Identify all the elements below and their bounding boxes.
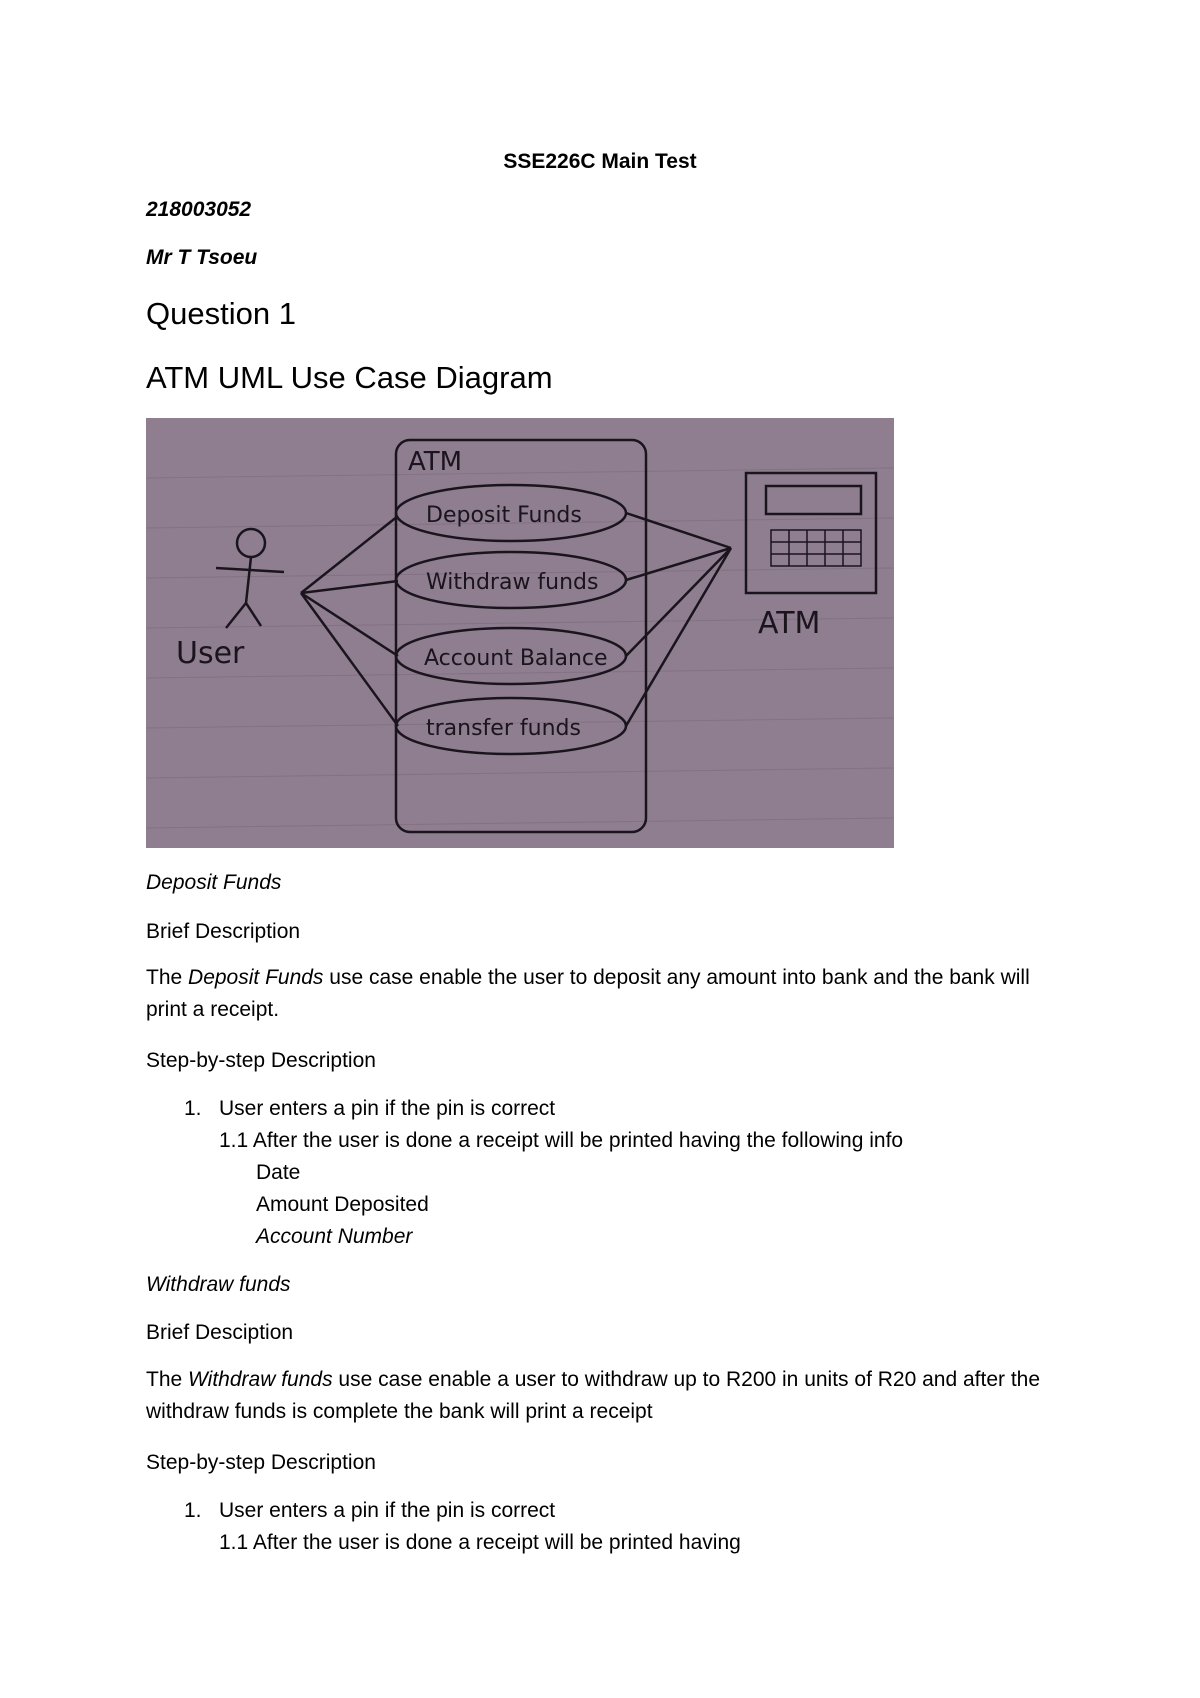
atm-screen xyxy=(766,486,861,514)
deposit-brief-heading: Brief Description xyxy=(146,920,301,943)
user-actor-label: User xyxy=(176,636,245,671)
use-case-label: Account Balance xyxy=(424,646,608,671)
deposit-brief-text: The Deposit Funds use case enable the user to deposit any amount into bank and the bank will print a receipt. xyxy=(146,966,1030,1021)
withdraw-steps-heading: Step-by-step Description xyxy=(146,1451,376,1474)
deposit-step-number: 1. xyxy=(184,1097,202,1120)
atm-actor-label: ATM xyxy=(758,606,821,641)
receipt-info-item: Account Number xyxy=(256,1225,413,1248)
deposit-step-1-1: 1.1 After the user is done a receipt will be printed having the following info xyxy=(219,1129,904,1152)
user-actor-leg xyxy=(226,603,246,628)
withdraw-step-1: User enters a pin if the pin is correct xyxy=(219,1499,556,1522)
withdraw-brief-text: The Withdraw funds use case enable a user to withdraw up to R200 in units of R20 and after the withdraw funds is complete the bank will print a receipt xyxy=(146,1368,1041,1423)
withdraw-brief-heading: Brief Desciption xyxy=(146,1321,294,1344)
document-title: SSE226C Main Test xyxy=(503,150,697,173)
deposit-steps-heading: Step-by-step Description xyxy=(146,1049,376,1072)
student-number: 218003052 xyxy=(146,198,252,221)
use-case-label: Withdraw funds xyxy=(426,570,599,595)
atm-keypad xyxy=(771,530,861,566)
system-label: ATM xyxy=(408,447,463,477)
use-case-label: transfer funds xyxy=(426,716,581,741)
withdraw-step-number: 1. xyxy=(184,1499,202,1522)
user-actor-body xyxy=(246,557,251,603)
deposit-title: Deposit Funds xyxy=(146,871,282,894)
lecturer-name: Mr T Tsoeu xyxy=(146,246,258,269)
association-line xyxy=(626,513,731,548)
user-actor-leg xyxy=(246,603,261,626)
receipt-info-item: Amount Deposited xyxy=(256,1193,429,1216)
hand-drawn-diagram xyxy=(146,418,894,848)
use-case-diagram-photo xyxy=(146,418,894,848)
question-heading: Question 1 xyxy=(146,296,296,331)
receipt-info-item: Date xyxy=(256,1161,301,1184)
diagram-heading: ATM UML Use Case Diagram xyxy=(146,360,553,395)
withdraw-step-1-1: 1.1 After the user is done a receipt will be printed having xyxy=(219,1531,741,1554)
use-case-label: Deposit Funds xyxy=(426,503,582,528)
user-actor-head xyxy=(237,529,265,557)
association-line xyxy=(301,593,398,726)
withdraw-title: Withdraw funds xyxy=(146,1273,291,1296)
deposit-step-1: User enters a pin if the pin is correct xyxy=(219,1097,556,1120)
association-line xyxy=(301,516,398,593)
